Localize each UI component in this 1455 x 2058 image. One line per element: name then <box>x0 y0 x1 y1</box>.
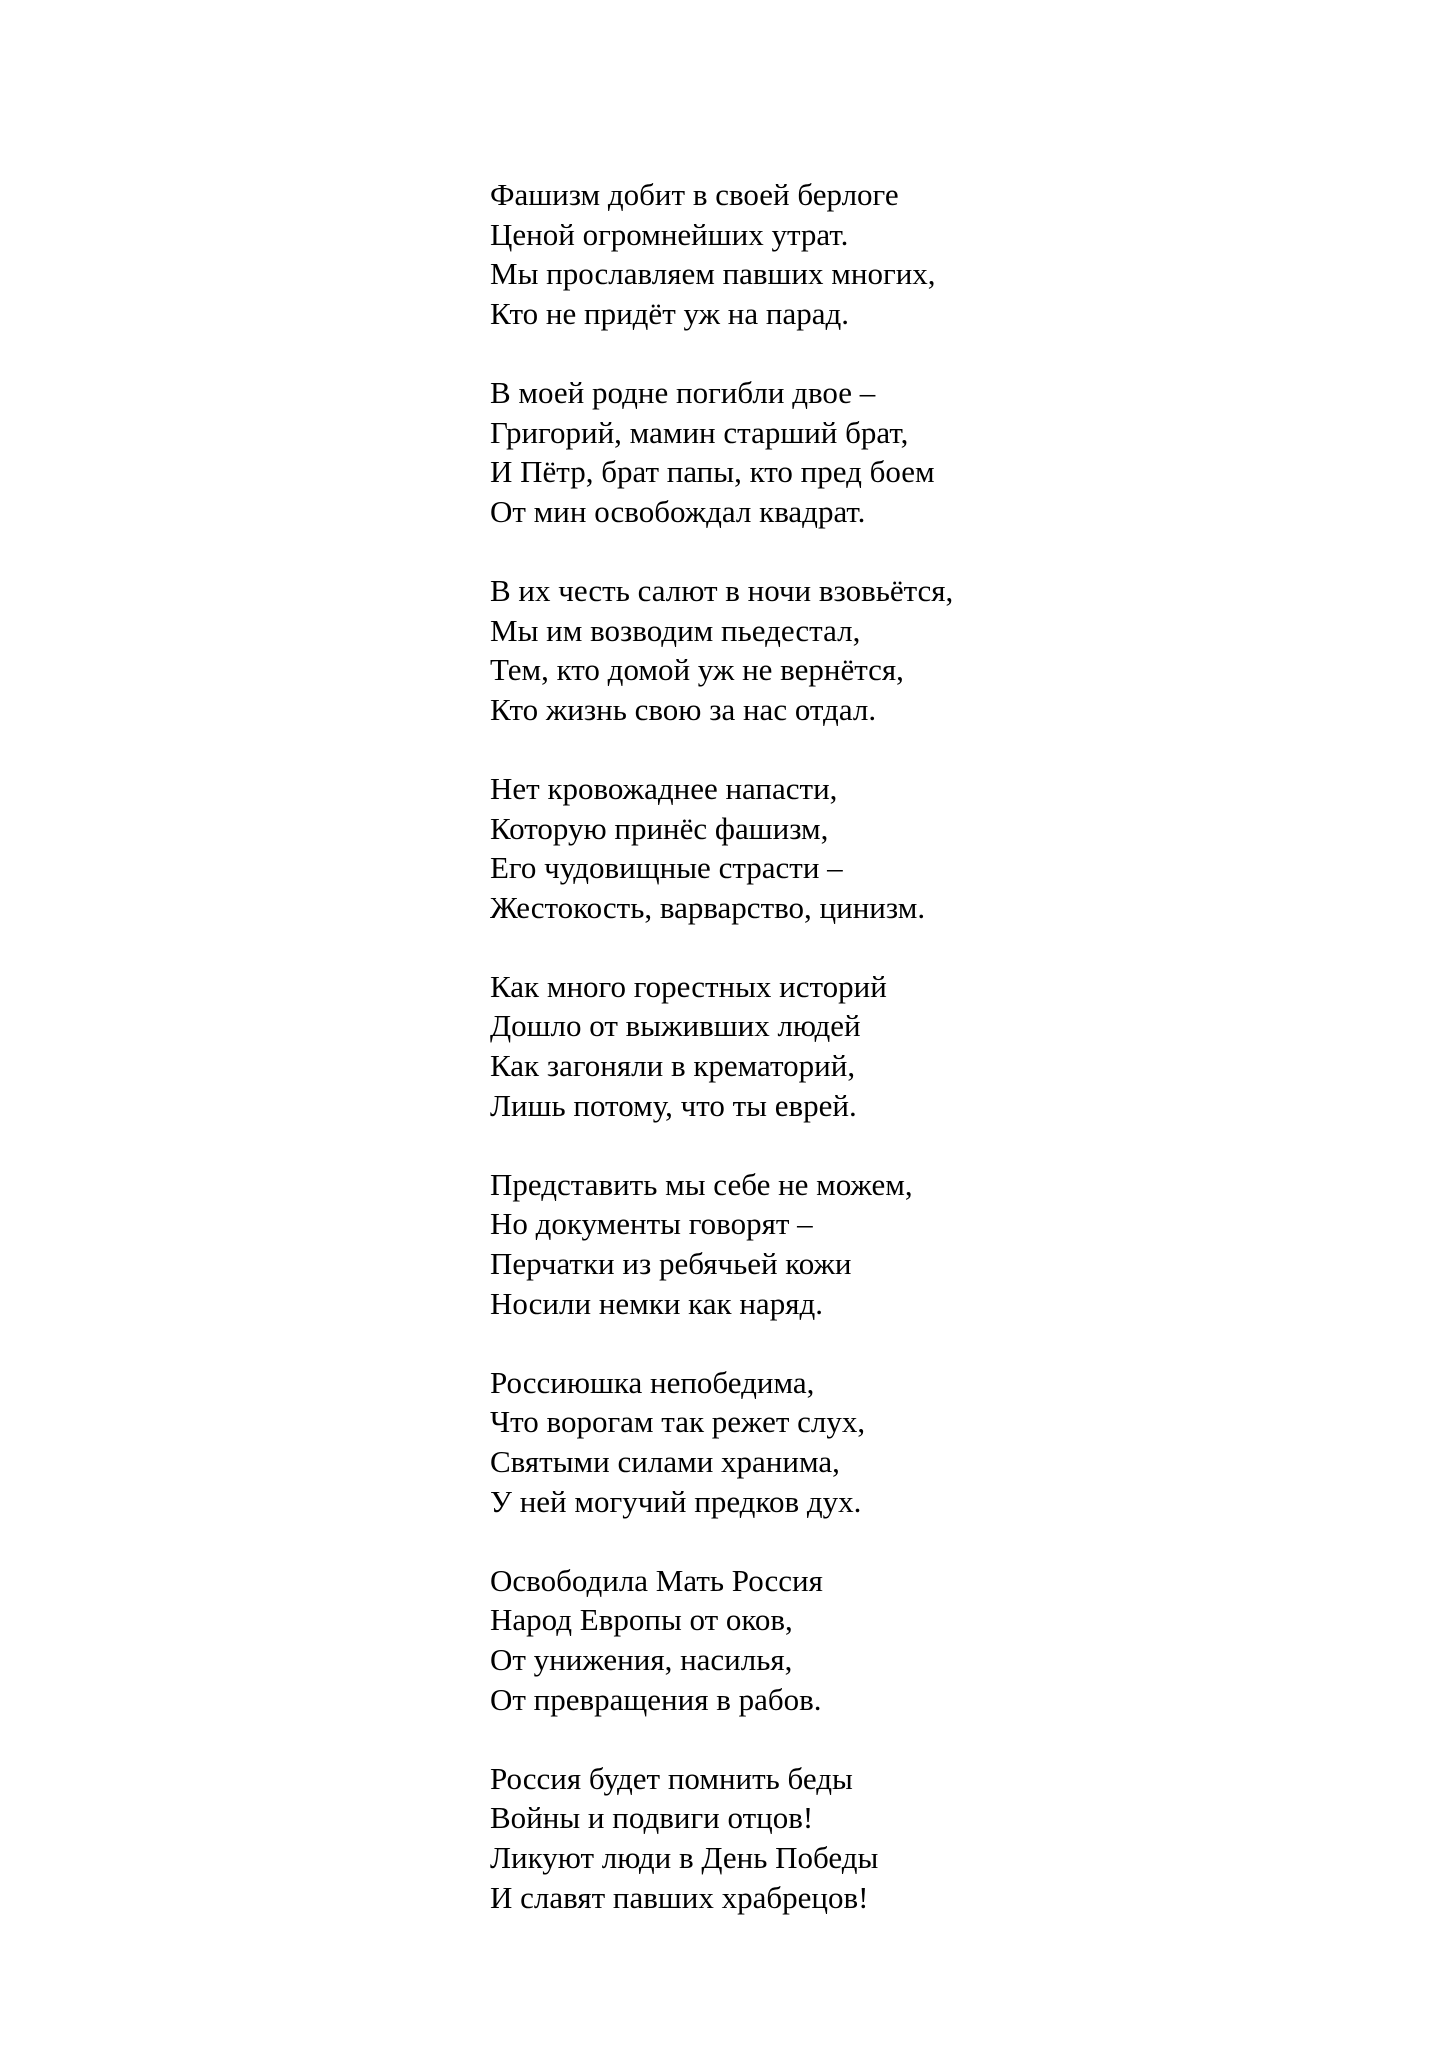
poem-line: У ней могучий предков дух. <box>490 1483 862 1519</box>
stanza-5 <box>490 967 1290 1125</box>
poem-line: Войны и подвиги отцов! <box>490 1800 814 1836</box>
poem-line: Тем, кто домой уж не вернётся, <box>490 652 904 688</box>
poem-line: Святыми силами хранима, <box>490 1444 840 1479</box>
stanza-7 <box>490 1363 1290 1521</box>
stanza-2 <box>490 373 1290 531</box>
stanza-4 <box>490 769 1290 927</box>
poem-line: Которую принёс фашизм, <box>490 810 829 846</box>
poem-line: Григорий, мамин старший брат, <box>490 414 909 450</box>
poem-line: Ценой огромнейших утрат. <box>490 216 849 252</box>
poem-line: Народ Европы от оков, <box>490 1602 793 1638</box>
poem-line: Как много горестных историй <box>490 968 887 1004</box>
poem-line: Жестокость, варварство, цинизм. <box>490 889 926 925</box>
stanza-3 <box>490 571 1290 729</box>
poem-line: В их честь салют в ночи взовьётся, <box>490 572 954 608</box>
poem-line: Его чудовищные страсти – <box>490 850 843 886</box>
stanza-8 <box>490 1561 1290 1719</box>
poem-line: В моей родне погибли двое – <box>490 374 876 410</box>
poem-line: Мы им возводим пьедестал, <box>490 612 861 648</box>
poem-line: Освободила Мать Россия <box>490 1562 823 1598</box>
poem-line: Как загоняли в крематорий, <box>490 1048 856 1084</box>
poem-line: От превращения в рабов. <box>490 1681 822 1717</box>
poem-line: От мин освобождал квадрат. <box>490 493 866 529</box>
poem-line: Нет кровожаднее напасти, <box>490 770 838 806</box>
poem-line: И славят павших храбрецов! <box>490 1879 869 1915</box>
poem-line: И Пётр, брат папы, кто пред боем <box>490 454 935 490</box>
poem-line: Кто жизнь свою за нас отдал. <box>490 691 877 727</box>
poem-line: Но документы говорят – <box>490 1206 813 1242</box>
poem-line: Носили немки как наряд. <box>490 1285 823 1321</box>
poem-line: Ликуют люди в День Победы <box>490 1839 879 1875</box>
stanza-9 <box>490 1759 1290 1917</box>
stanza-6 <box>490 1165 1290 1323</box>
poem-line: Россиюшка непобедима, <box>490 1364 815 1400</box>
poem-line: Лишь потому, что ты еврей. <box>490 1087 857 1123</box>
poem-line: Что ворогам так режет слух, <box>490 1404 866 1440</box>
poem-line: Мы прославляем павших многих, <box>490 256 936 292</box>
poem-line: Перчатки из ребячьей кожи <box>490 1246 852 1282</box>
poem-line: Россия будет помнить беды <box>490 1760 853 1796</box>
poem-line: От унижения, насилья, <box>490 1641 793 1677</box>
poem <box>490 175 1290 1917</box>
poem-line: Дошло от выживших людей <box>490 1008 861 1044</box>
poem-line: Фашизм добит в своей берлоге <box>490 177 899 212</box>
poem-line: Кто не придёт уж на парад. <box>490 295 849 331</box>
poem-line: Представить мы себе не можем, <box>490 1166 913 1202</box>
stanza-1 <box>490 175 1290 333</box>
